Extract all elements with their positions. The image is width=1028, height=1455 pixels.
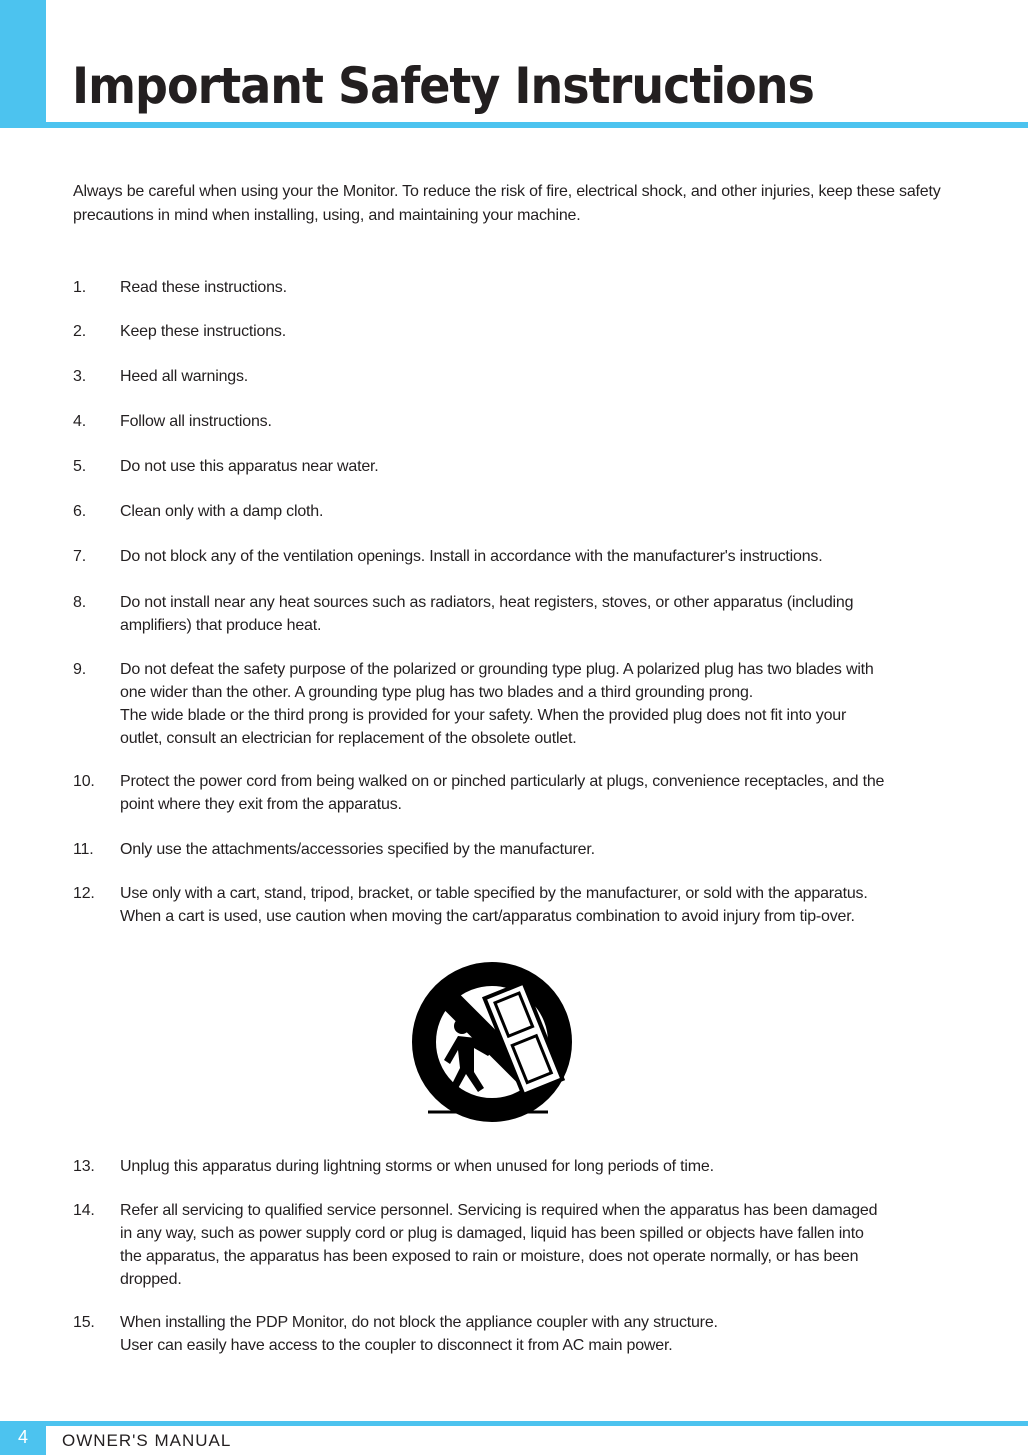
list-item — [73, 545, 953, 568]
list-item-text: Unplug this apparatus during lightning storms or when unused for long periods of time. — [120, 1158, 714, 1175]
list-item-text: When installing the PDP Monitor, do not block the appliance coupler with any structure. — [120, 1314, 718, 1331]
list-item-number: 2. — [73, 323, 86, 340]
list-item-text: dropped. — [120, 1271, 182, 1288]
header-accent-tab — [0, 0, 46, 128]
list-item-number: 7. — [73, 548, 86, 565]
list-item-text: Follow all instructions. — [120, 413, 272, 430]
list-item-text: point where they exit from the apparatus. — [120, 796, 402, 813]
list-item — [73, 1311, 953, 1357]
list-item — [73, 838, 953, 861]
list-item-text: Use only with a cart, stand, tripod, bracket, or table specified by the manufacturer, or sold with the apparatus. — [120, 885, 868, 902]
list-item — [73, 276, 953, 299]
list-item-text: Clean only with a damp cloth. — [120, 503, 324, 520]
list-item — [73, 591, 953, 637]
cart-tip-over-warning-icon — [408, 960, 576, 1128]
list-item-text: Do not defeat the safety purpose of the polarized or grounding type plug. A polarized plug has two blades with — [120, 661, 874, 678]
list-item-text: Only use the attachments/accessories specified by the manufacturer. — [120, 841, 595, 858]
list-item — [73, 320, 953, 343]
list-item-text: Keep these instructions. — [120, 323, 286, 340]
list-item-text: Read these instructions. — [120, 279, 287, 296]
list-item-number: 12. — [73, 885, 95, 902]
list-item — [73, 658, 953, 750]
list-item-number: 13. — [73, 1158, 95, 1175]
list-item-number: 6. — [73, 503, 86, 520]
list-item-number: 10. — [73, 773, 95, 790]
list-item-number: 8. — [73, 594, 86, 611]
list-item — [73, 500, 953, 523]
list-item-text: Refer all servicing to qualified service personnel. Servicing is required when the apparatus has been damaged — [120, 1202, 878, 1219]
list-item-number: 3. — [73, 368, 86, 385]
page-title: Important Safety Instructions — [72, 56, 814, 115]
list-item — [73, 882, 953, 928]
list-item-number: 4. — [73, 413, 86, 430]
list-item-text: one wider than the other. A grounding type plug has two blades and a third grounding prong. — [120, 684, 753, 701]
header-rule — [0, 122, 1028, 128]
list-item — [73, 770, 953, 816]
list-item-number: 5. — [73, 458, 86, 475]
list-item-text: The wide blade or the third prong is provided for your safety. When the provided plug does not fit into your — [120, 707, 847, 724]
footer-rule — [0, 1421, 1028, 1426]
list-item-text: Do not use this apparatus near water. — [120, 458, 379, 475]
list-item-text: outlet, consult an electrician for replacement of the obsolete outlet. — [120, 730, 577, 747]
list-item-text: Protect the power cord from being walked on or pinched particularly at plugs, convenience receptacles, and the — [120, 773, 885, 790]
list-item — [73, 1199, 953, 1291]
list-item — [73, 1155, 953, 1178]
list-item-text: in any way, such as power supply cord or plug is damaged, liquid has been spilled or objects have fallen into — [120, 1225, 864, 1242]
list-item-text: Heed all warnings. — [120, 368, 249, 385]
list-item-text: Do not install near any heat sources such as radiators, heat registers, stoves, or other apparatus (including — [120, 594, 854, 611]
list-item — [73, 455, 953, 478]
list-item-text: the apparatus, the apparatus has been exposed to rain or moisture, does not operate normally, or has been — [120, 1248, 859, 1265]
list-item-text: When a cart is used, use caution when moving the cart/apparatus combination to avoid injury from tip-over. — [120, 908, 855, 925]
list-item-number: 15. — [73, 1314, 95, 1331]
list-item-text: amplifiers) that produce heat. — [120, 617, 322, 634]
list-item — [73, 365, 953, 388]
intro-paragraph: Always be careful when using your the Monitor. To reduce the risk of fire, electrical shock, and other injuries, keep these safety precautions in mind when installing, using, and maintaining your machine. — [73, 183, 941, 224]
list-item-number: 9. — [73, 661, 86, 678]
list-item-number: 1. — [73, 279, 86, 296]
footer-label: OWNER'S MANUAL — [62, 1431, 232, 1450]
list-item-number: 11. — [73, 841, 94, 858]
list-item-number: 14. — [73, 1202, 95, 1219]
page-number: 4 — [0, 1421, 46, 1455]
list-item — [73, 410, 953, 433]
list-item-text: User can easily have access to the coupler to disconnect it from AC main power. — [120, 1337, 673, 1354]
list-item-text: Do not block any of the ventilation openings. Install in accordance with the manufacturer's instructions. — [120, 548, 823, 565]
